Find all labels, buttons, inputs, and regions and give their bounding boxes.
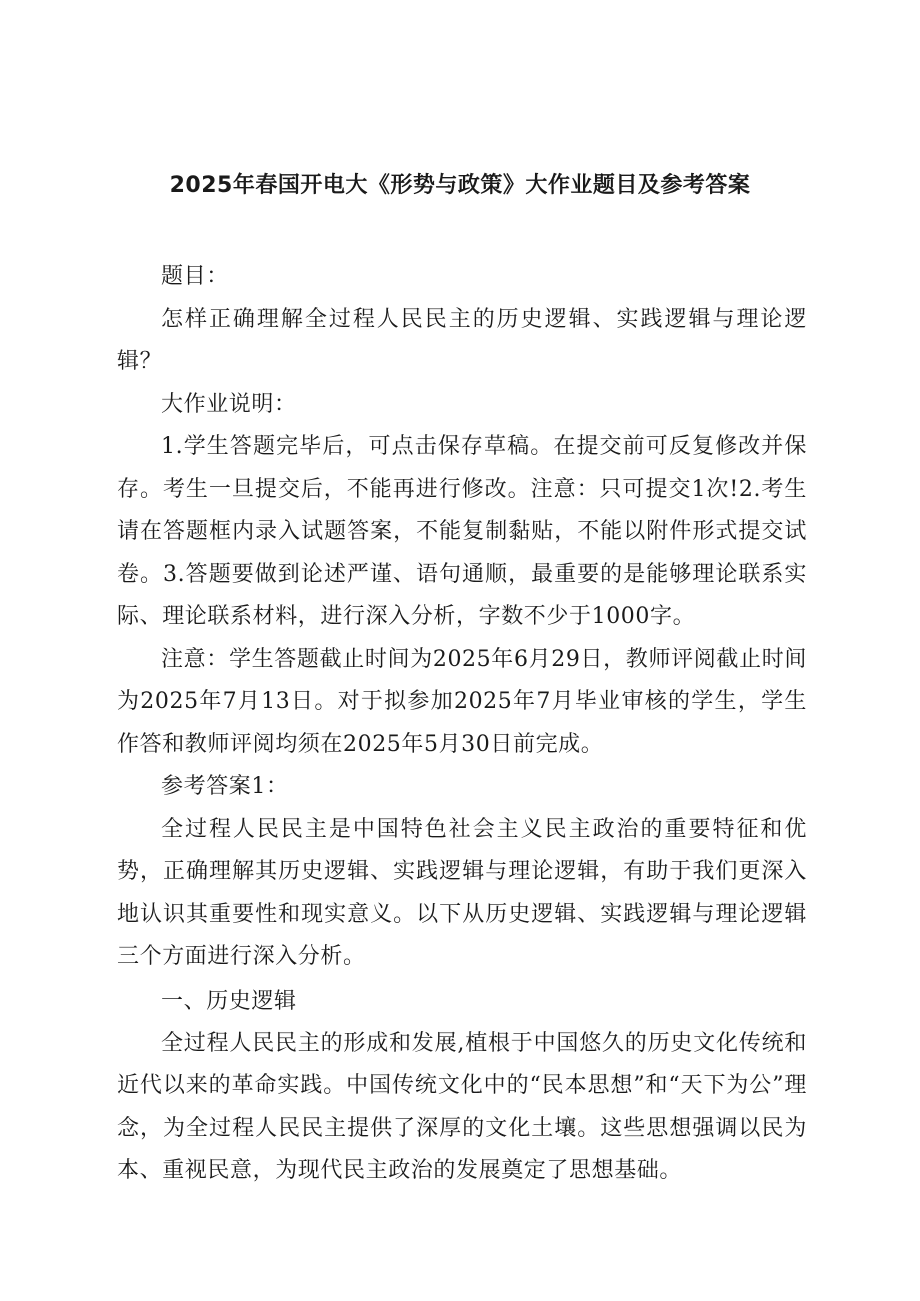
instructions-text: 1.学生答题完毕后，可点击保存草稿。在提交前可反复修改并保存。考生一旦提交后，不能再进行修改。注意：只可提交1次!2.考生请在答题框内录入试题答案，不能复制黏贴，不能以附件形式提交试卷。3.答题要做到论述严谨、语句通顺，最重要的是能够理论联系实际、理论联系材料，进行深入分析，字数不少于1000字。: [117, 434, 807, 629]
question-label: 题目：: [161, 264, 229, 289]
answer-label: 参考答案1：: [161, 774, 289, 799]
section-paragraph-history: 全过程人民民主的形成和发展,植根于中国悠久的历史文化传统和近代以来的革命实践。中国传统文化中的“民本思想”和“天下为公”理念，为全过程人民民主提供了深厚的文化土壤。这些思想强调以民为本、重视民意，为现代民主政治的发展奠定了思想基础。: [117, 1030, 807, 1183]
instructions-label: 大作业说明：: [161, 391, 297, 417]
document-title: 2025年春国开电大《形势与政策》大作业题目及参考答案: [169, 173, 751, 198]
section-heading-history: 一、历史逻辑: [161, 988, 297, 1014]
answer-intro: 全过程人民民主是中国特色社会主义民主政治的重要特征和优势，正确理解其历史逻辑、实践逻辑与理论逻辑，有助于我们更深入地认识其重要性和现实意义。以下从历史逻辑、实践逻辑与理论逻辑三个方面进行深入分析。: [117, 816, 807, 969]
deadline-note: 注意：学生答题截止时间为2025年6月29日，教师评阅截止时间为2025年7月13日。对于拟参加2025年7月毕业审核的学生，学生作答和教师评阅均须在2025年5月30日前完成。: [117, 646, 807, 757]
document-body: [117, 256, 807, 1193]
question-text: 怎样正确理解全过程人民民主的历史逻辑、实践逻辑与理论逻辑？: [117, 306, 807, 374]
